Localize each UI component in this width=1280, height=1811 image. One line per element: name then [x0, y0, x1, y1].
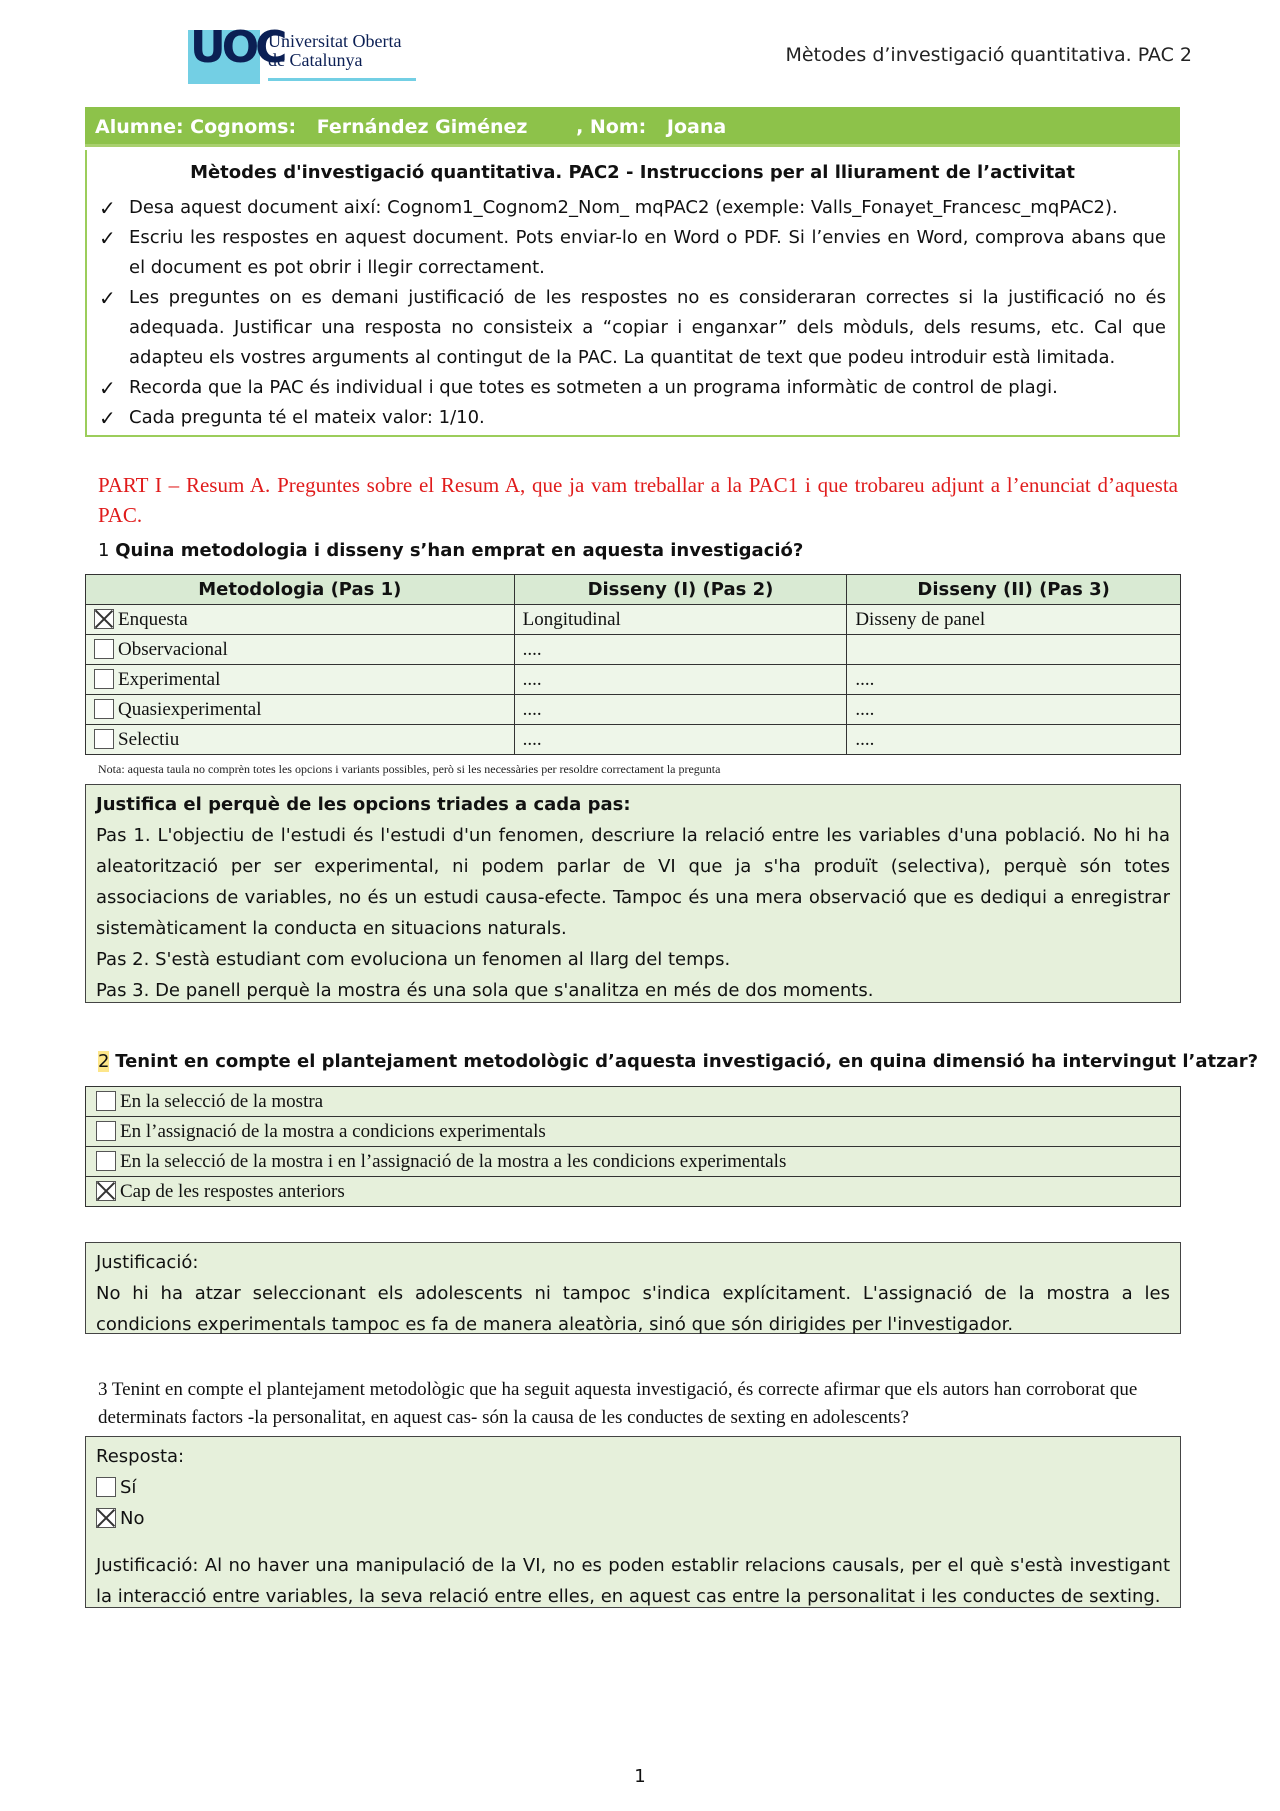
instructions-title: Mètodes d'investigació quantitativa. PAC2 - Instruccions per al lliurament de l’activitat: [190, 162, 1075, 183]
checkbox-yes[interactable]: [96, 1477, 116, 1497]
question-2-title: 2 Tenint en compte el plantejament metodològic d’aquesta investigació, en quina dimensió ha intervingut l’atzar?: [98, 1051, 1259, 1072]
instructions-box: [85, 150, 1180, 437]
instruction-item: ✓ Recorda que la PAC és individual i que totes es sotmeten a un programa informàtic de control de plagi.: [99, 373, 1166, 403]
justification-text: No hi ha atzar seleccionant els adolescents ni tampoc s'indica explícitament. L'assignació de la mostra a les condicions experimentals tampoc es fa de manera aleatòria, sinó que són dirigides per l'investigador.: [96, 1283, 1170, 1335]
uoc-logo: [188, 22, 416, 84]
name-label: , Nom:: [576, 116, 647, 138]
q1-methodology-table: [85, 574, 1181, 755]
design2-cell[interactable]: ....: [847, 665, 1181, 695]
checkmark-icon: ✓: [99, 376, 116, 400]
table-row: Observacional ....: [86, 635, 1181, 665]
answer-label: Resposta:: [96, 1446, 185, 1467]
logo-underline: [268, 78, 416, 81]
design1-cell[interactable]: ....: [514, 665, 847, 695]
column-header-design-2: Disseny (II) (Pas 3): [847, 575, 1181, 605]
surnames-label: Alumne: Cognoms:: [95, 116, 297, 138]
checkbox-quasiexperimental[interactable]: [94, 699, 114, 719]
checkbox-option-1[interactable]: [96, 1091, 116, 1111]
justification-step3: Pas 3. De panell perquè la mostra és una sola que s'analitza en més de dos moments.: [96, 980, 874, 1001]
answer-option-no: No: [96, 1503, 1170, 1534]
instruction-item: ✓ Cada pregunta té el mateix valor: 1/10.: [99, 403, 1166, 433]
part1-heading: PART I – Resum A. Preguntes sobre el Resum A, que ja vam treballar a la PAC1 i que trobareu adjunt a l’enunciat d’aquesta PAC.: [98, 473, 1178, 527]
checkbox-option-4[interactable]: [96, 1181, 116, 1201]
document-header-title: Mètodes d’investigació quantitativa. PAC 2: [785, 44, 1192, 66]
q3-answer-box: [85, 1436, 1181, 1608]
justification-label: Justificació:: [96, 1252, 199, 1273]
option-row: Cap de les respostes anteriors: [86, 1177, 1181, 1207]
checkbox-selectiu[interactable]: [94, 729, 114, 749]
design1-cell[interactable]: ....: [514, 725, 847, 755]
q2-justification-box[interactable]: [85, 1242, 1181, 1334]
checkmark-icon: ✓: [99, 406, 116, 430]
design2-cell[interactable]: ....: [847, 725, 1181, 755]
checkbox-experimental[interactable]: [94, 669, 114, 689]
table-row: Quasiexperimental .... ....: [86, 695, 1181, 725]
surnames-value[interactable]: Fernández Giménez: [316, 116, 528, 138]
design1-cell[interactable]: ....: [514, 695, 847, 725]
question-1-title: 1 Quina metodologia i disseny s’han emprat en aquesta investigació?: [98, 540, 804, 561]
table-note: Nota: aquesta taula no comprèn totes les opcions i variants possibles, però si les necessàries per resoldre correctament la pregunta: [98, 762, 721, 776]
design2-cell[interactable]: [847, 635, 1181, 665]
uoc-logo-mark: UOC: [188, 30, 260, 84]
design2-cell[interactable]: Disseny de panel: [847, 605, 1181, 635]
column-header-design-1: Disseny (I) (Pas 2): [514, 575, 847, 605]
justification-title: Justifica el perquè de les opcions triades a cada pas:: [96, 794, 631, 815]
checkbox-option-3[interactable]: [96, 1151, 116, 1171]
instructions-list: [87, 193, 1178, 433]
instruction-item: ✓ Desa aquest document així: Cognom1_Cognom2_Nom_ mqPAC2 (exemple: Valls_Fonayet_Francesc_mqPAC2).: [99, 193, 1166, 223]
table-row: Selectiu .... ....: [86, 725, 1181, 755]
justification-text[interactable]: Justificació: Al no haver una manipulació de la VI, no es poden establir relacions causals, per el què s'està investigant la interacció entre variables, la seva relació entre elles, en aquest cas entre la personalitat i les conductes de sexting.: [96, 1555, 1170, 1607]
checkmark-icon: ✓: [99, 196, 116, 220]
justification-step2: Pas 2. S'està estudiant com evoluciona un fenomen al llarg del temps.: [96, 949, 731, 970]
answer-option-yes: Sí: [96, 1472, 1170, 1503]
design1-cell[interactable]: ....: [514, 635, 847, 665]
name-value[interactable]: Joana: [666, 116, 727, 138]
checkbox-enquesta[interactable]: [94, 609, 114, 629]
checkbox-no[interactable]: [96, 1508, 116, 1528]
column-header-methodology: Metodologia (Pas 1): [86, 575, 515, 605]
question-3-title: 3 Tenint en compte el plantejament metodològic que ha seguit aquesta investigació, és correcte afirmar que els autors han corroborat que determinats factors -la personalitat, en aquest cas- són la causa de les conductes de sexting en adolescents?: [98, 1379, 1138, 1428]
uoc-logo-text: Universitat Oberta de Catalunya: [268, 31, 402, 70]
q1-justification-box[interactable]: [85, 784, 1181, 1003]
checkmark-icon: ✓: [99, 286, 116, 310]
checkmark-icon: ✓: [99, 226, 116, 250]
justification-step1: Pas 1. L'objectiu de l'estudi és l'estudi d'un fenomen, descriure la relació entre les variables d'una població. No hi ha aleatorització per ser experimental, ni podem parlar de VI que ja s'ha produït (selectiva), perquè són totes associacions de variables, no és un estudi causa-efecte. Tampoc és una mera observació que es dediqui a enregistrar sistemàticament la conducta en situacions naturals.: [96, 825, 1170, 939]
option-row: En la selecció de la mostra: [86, 1087, 1181, 1117]
checkbox-option-2[interactable]: [96, 1121, 116, 1141]
instruction-item: ✓ Escriu les respostes en aquest document. Pots enviar-lo en Word o PDF. Si l’envies en Word, comprova abans que el document es pot obrir i llegir correctament.: [99, 223, 1166, 283]
student-info-bar: [85, 107, 1180, 147]
design2-cell[interactable]: ....: [847, 695, 1181, 725]
q2-options-table: [85, 1086, 1181, 1207]
option-row: En la selecció de la mostra i en l’assignació de la mostra a les condicions experimentals: [86, 1147, 1181, 1177]
table-row: Enquesta Longitudinal Disseny de panel: [86, 605, 1181, 635]
page-number: 1: [634, 1766, 646, 1787]
option-row: En l’assignació de la mostra a condicions experimentals: [86, 1117, 1181, 1147]
table-row: Experimental .... ....: [86, 665, 1181, 695]
design1-cell[interactable]: Longitudinal: [514, 605, 847, 635]
checkbox-observacional[interactable]: [94, 639, 114, 659]
instruction-item: ✓ Les preguntes on es demani justificació de les respostes no es consideraran correctes si la justificació no és adequada. Justificar una resposta no consisteix a “copiar i enganxar” dels mòduls, dels resums, etc. Cal que adapteu els vostres arguments al contingut de la PAC. La quantitat de text que podeu introduir està limitada.: [99, 283, 1166, 373]
